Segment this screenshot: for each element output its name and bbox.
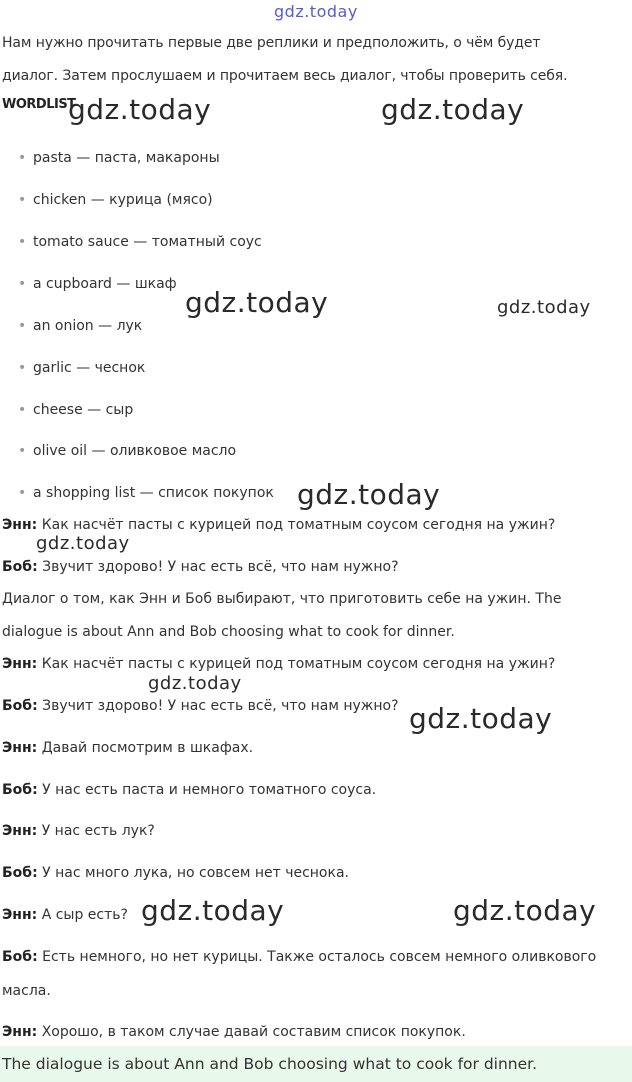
line-text: Звучит здорово! У нас есть всё, что нам нужно? <box>42 698 399 714</box>
intro-line-1: Нам нужно прочитать первые две реплики и предположить, о чём будет <box>2 35 541 51</box>
dialogue-line: Энн: Как насчёт пасты с курицей под томатным соусом сегодня на ужин? <box>2 656 556 672</box>
watermark: gdz.today <box>381 93 525 126</box>
bullet-icon: • <box>18 443 27 459</box>
speaker-name: Энн <box>2 1024 32 1040</box>
dialogue-line-continued: масла. <box>2 983 51 999</box>
speaker-name: Боб <box>2 949 33 965</box>
dialogue-line: Боб: У нас есть паста и немного томатного соуса. <box>2 782 377 798</box>
dialogue-line: Энн: Давай посмотрим в шкафах. <box>2 740 254 756</box>
wordlist-heading: WORDLIST <box>2 97 76 112</box>
list-item: pasta — паста, макароны <box>33 150 220 166</box>
speaker-name: Боб <box>2 865 33 881</box>
bullet-icon: • <box>18 485 27 501</box>
answer-box <box>0 1046 632 1082</box>
bullet-icon: • <box>18 276 27 292</box>
list-item: chicken — курица (мясо) <box>33 192 213 208</box>
watermark-top: gdz.today <box>274 2 358 21</box>
bullet-icon: • <box>18 318 27 334</box>
watermark: gdz.today <box>497 297 591 318</box>
speaker-name: Энн <box>2 823 32 839</box>
speaker-name: Боб <box>2 698 33 714</box>
list-item: a cupboard — шкаф <box>33 276 177 292</box>
dialogue-line: Энн: У нас есть лук? <box>2 823 155 839</box>
watermark: gdz.today <box>297 478 441 511</box>
line-text: Есть немного, но нет курицы. Также осталось совсем немного оливкового <box>42 949 597 965</box>
intro-line-2: диалог. Затем прослушаем и прочитаем весь диалог, чтобы проверить себя. <box>2 68 568 84</box>
speaker-name: Боб <box>2 782 33 798</box>
prediction-line-1: Диалог о том, как Энн и Боб выбирают, что приготовить себе на ужин. The <box>2 591 562 607</box>
dialogue-line: Боб: Звучит здорово! У нас есть всё, что нам нужно? <box>2 698 399 714</box>
bullet-icon: • <box>18 360 27 376</box>
list-item: a shopping list — список покупок <box>33 485 274 501</box>
watermark: gdz.today <box>185 286 329 319</box>
prediction-line-2: dialogue is about Ann and Bob choosing what to cook for dinner. <box>2 624 455 640</box>
watermark: gdz.today <box>453 894 597 927</box>
list-item: tomato sauce — томатный соус <box>33 234 262 250</box>
dialogue-line: Энн: А сыр есть? <box>2 907 128 923</box>
bullet-icon: • <box>18 150 27 166</box>
dialogue-line: Боб: У нас много лука, но совсем нет чеснока. <box>2 865 349 881</box>
speaker-name: Энн <box>2 907 32 923</box>
line-text: У нас много лука, но совсем нет чеснока. <box>42 865 349 881</box>
watermark: gdz.today <box>409 702 553 735</box>
speaker-name: Энн <box>2 740 32 756</box>
line-text: А сыр есть? <box>41 907 128 923</box>
list-item: an onion — лук <box>33 318 143 334</box>
line-text: Как насчёт пасты с курицей под томатным соусом сегодня на ужин? <box>41 656 556 672</box>
list-item: cheese — сыр <box>33 402 134 418</box>
bullet-icon: • <box>18 402 27 418</box>
line-text: Давай посмотрим в шкафах. <box>41 740 254 756</box>
line-text: У нас есть лук? <box>41 823 155 839</box>
speaker-name: Боб <box>2 559 33 575</box>
watermark: gdz.today <box>141 894 285 927</box>
dialogue-line: Боб: Есть немного, но нет курицы. Также осталось совсем немного оливкового <box>2 949 597 965</box>
line-text: Хорошо, в таком случае давай составим список покупок. <box>41 1024 466 1040</box>
watermark: gdz.today <box>148 673 242 694</box>
dialogue-line: Энн: Как насчёт пасты с курицей под томатным соусом сегодня на ужин? <box>2 517 556 533</box>
line-text: Звучит здорово! У нас есть всё, что нам нужно? <box>42 559 399 575</box>
line-text: Как насчёт пасты с курицей под томатным соусом сегодня на ужин? <box>41 517 556 533</box>
watermark: gdz.today <box>68 93 212 126</box>
speaker-name: Энн <box>2 656 32 672</box>
line-text: У нас есть паста и немного томатного соуса. <box>42 782 377 798</box>
speaker-name: Энн <box>2 517 32 533</box>
bullet-icon: • <box>18 234 27 250</box>
dialogue-line: Энн: Хорошо, в таком случае давай составим список покупок. <box>2 1024 466 1040</box>
dialogue-line: Боб: Звучит здорово! У нас есть всё, что нам нужно? <box>2 559 399 575</box>
answer-text: The dialogue is about Ann and Bob choosing what to cook for dinner. <box>2 1055 538 1073</box>
list-item: olive oil — оливковое масло <box>33 443 237 459</box>
bullet-icon: • <box>18 192 27 208</box>
list-item: garlic — чеснок <box>33 360 146 376</box>
watermark: gdz.today <box>36 533 130 554</box>
